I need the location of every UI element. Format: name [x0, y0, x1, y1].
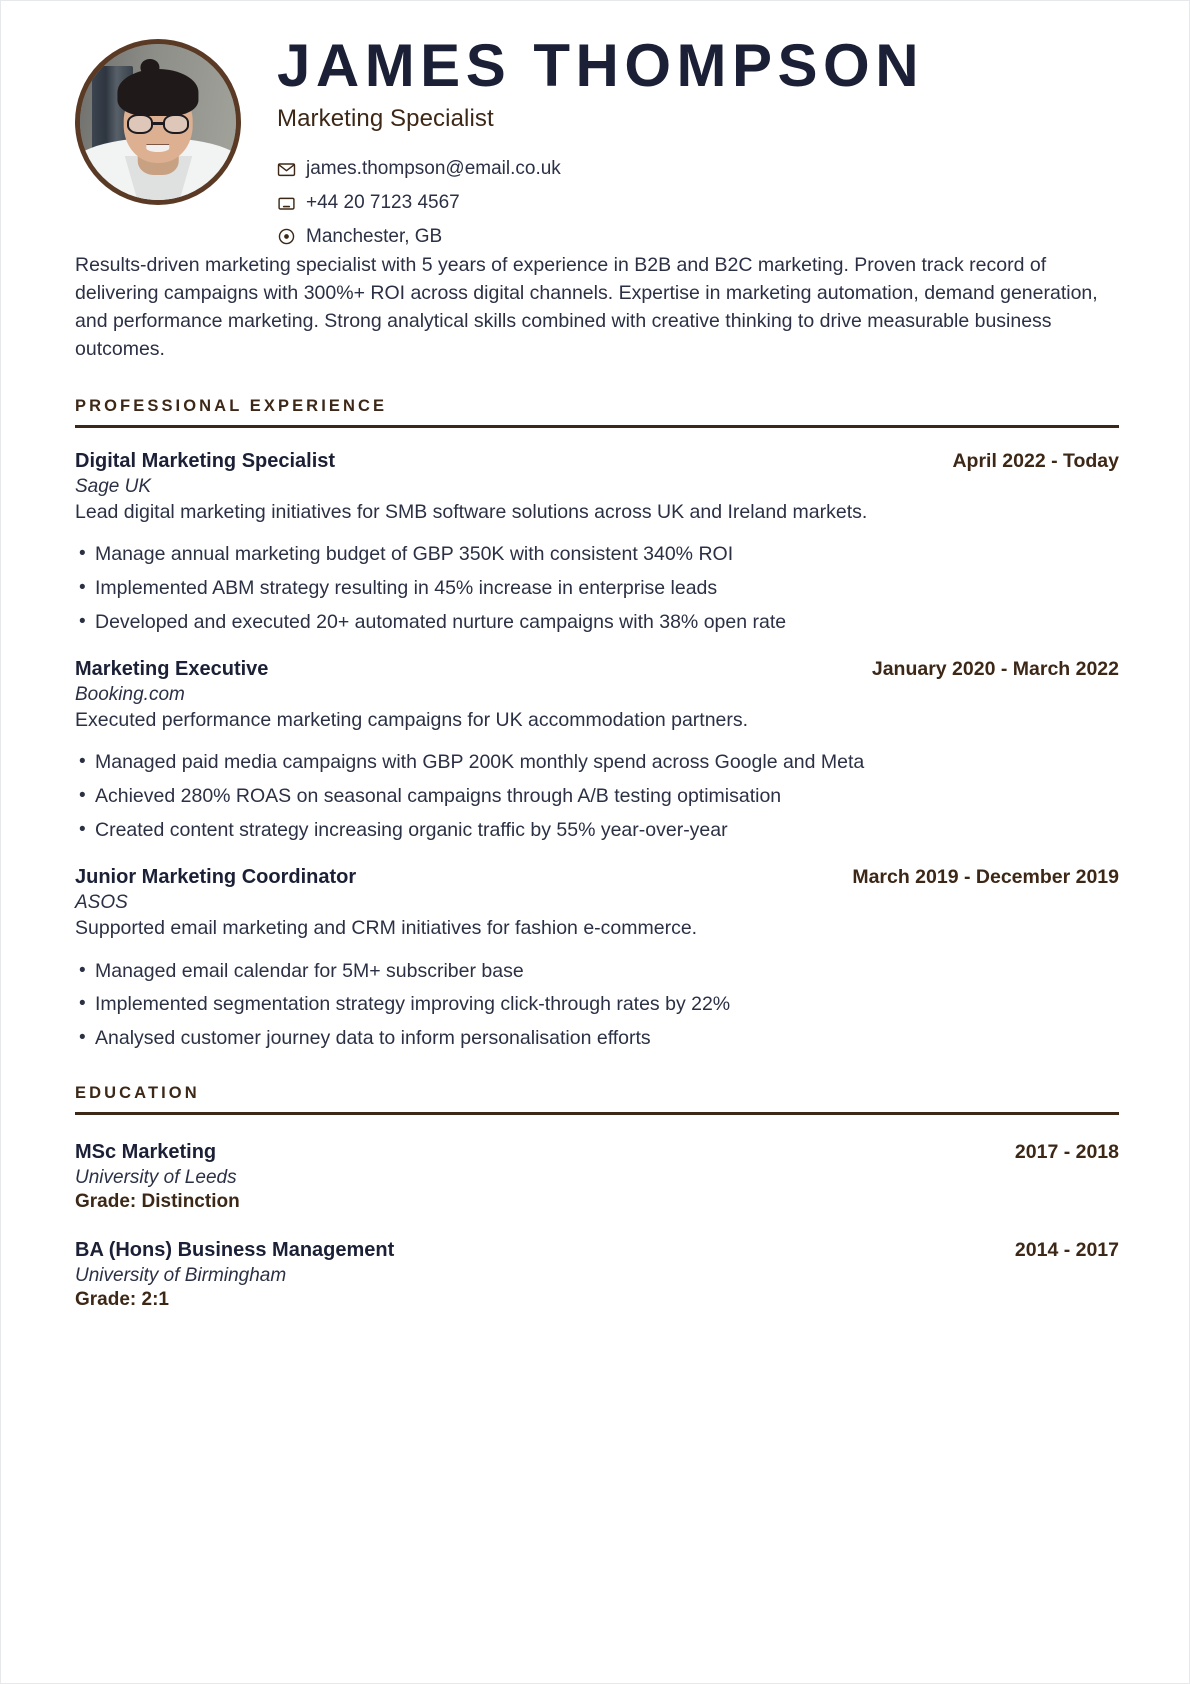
experience-entry [75, 658, 1119, 844]
job-bullet-list [75, 750, 1119, 844]
education-entry-header [75, 1239, 1119, 1262]
degree-grade: Grade: Distinction [75, 1191, 240, 1213]
job-title: Junior Marketing Coordinator [75, 866, 357, 889]
photo-glasses-left [127, 114, 154, 134]
degree-grade: Grade: 2:1 [75, 1289, 169, 1311]
contact-list [277, 157, 1119, 248]
job-description: Executed performance marketing campaigns for UK accommodation partners. [75, 709, 749, 732]
degree-title: MSc Marketing [75, 1141, 217, 1164]
job-bullet: • Implemented ABM strategy resulting in 45% increase in enterprise leads [75, 576, 1119, 602]
candidate-role: Marketing Specialist [277, 105, 494, 133]
job-dates: March 2019 - December 2019 [852, 866, 1119, 889]
job-bullet: • Developed and executed 20+ automated nurture campaigns with 38% open rate [75, 610, 1119, 636]
job-dates: April 2022 - Today [952, 449, 1119, 472]
education-section [75, 1084, 1119, 1311]
envelope-icon [277, 160, 296, 179]
education-entry [75, 1141, 1119, 1213]
job-bullet: • Manage annual marketing budget of GBP 350K with consistent 340% ROI [75, 542, 1119, 568]
job-company: Sage UK [75, 475, 152, 497]
photo-glasses-bridge [153, 122, 162, 125]
experience-section [75, 397, 1119, 1052]
job-title: Marketing Executive [75, 658, 269, 681]
candidate-name: JAMES THOMPSON [277, 32, 925, 99]
phone-icon [277, 194, 296, 213]
job-bullet: • Created content strategy increasing organic traffic by 55% year-over-year [75, 818, 1119, 844]
contact-location[interactable] [277, 225, 1119, 249]
experience-entry-header [75, 450, 1119, 473]
job-bullet: • Analysed customer journey data to inform personalisation efforts [75, 1026, 1119, 1052]
degree-institution: University of Birmingham [75, 1265, 287, 1287]
education-entry-header [75, 1141, 1119, 1164]
section-title-experience: PROFESSIONAL EXPERIENCE [75, 396, 388, 415]
degree-title: BA (Hons) Business Management [75, 1239, 395, 1262]
degree-institution: University of Leeds [75, 1167, 237, 1189]
contact-phone-value: +44 20 7123 4567 [306, 192, 460, 214]
job-bullet-list [75, 959, 1119, 1053]
job-description: Lead digital marketing initiatives for SMB software solutions across UK and Ireland markets. [75, 500, 868, 523]
job-bullet: • Implemented segmentation strategy improving click-through rates by 22% [75, 992, 1119, 1018]
experience-entry-header [75, 658, 1119, 681]
avatar [75, 39, 241, 205]
location-pin-icon [277, 227, 296, 246]
job-bullet: • Achieved 280% ROAS on seasonal campaigns through A/B testing optimisation [75, 784, 1119, 810]
job-description: Supported email marketing and CRM initiatives for fashion e-commerce. [75, 917, 698, 940]
section-divider-education [75, 1112, 1119, 1115]
resume-header [75, 31, 1119, 259]
photo-glasses-right [163, 114, 190, 134]
job-bullet-list [75, 542, 1119, 636]
photo-hair [117, 69, 198, 116]
degree-dates: 2017 - 2018 [1014, 1141, 1119, 1164]
experience-entry [75, 866, 1119, 1052]
contact-email[interactable] [277, 157, 1119, 181]
job-company: ASOS [75, 892, 128, 914]
section-title-education: EDUCATION [75, 1084, 200, 1103]
education-entry [75, 1239, 1119, 1311]
job-bullet: • Managed paid media campaigns with GBP 200K monthly spend across Google and Meta [75, 750, 1119, 776]
job-title: Digital Marketing Specialist [75, 449, 336, 472]
experience-entry-header [75, 866, 1119, 889]
degree-dates: 2014 - 2017 [1014, 1239, 1119, 1262]
photo-smile [146, 144, 169, 152]
job-dates: January 2020 - March 2022 [871, 658, 1119, 681]
header-text-block [277, 31, 1119, 259]
contact-phone[interactable] [277, 191, 1119, 215]
section-divider-experience [75, 425, 1119, 428]
professional-summary: Results-driven marketing specialist with 5 years of experience in B2B and B2C marketing. Proven track record of delivering campaigns with 300%+ ROI across digital channels. Expertise in marketing automation, demand generation, and performance marketing. Strong analytical skills combined with creative thinking to drive measurable business outcomes. [75, 253, 1098, 360]
contact-location-value: Manchester, GB [306, 225, 443, 247]
experience-entry [75, 450, 1119, 636]
job-company: Booking.com [75, 684, 185, 706]
job-bullet: • Managed email calendar for 5M+ subscriber base [75, 959, 1119, 985]
contact-email-value: james.thompson@email.co.uk [306, 158, 561, 180]
